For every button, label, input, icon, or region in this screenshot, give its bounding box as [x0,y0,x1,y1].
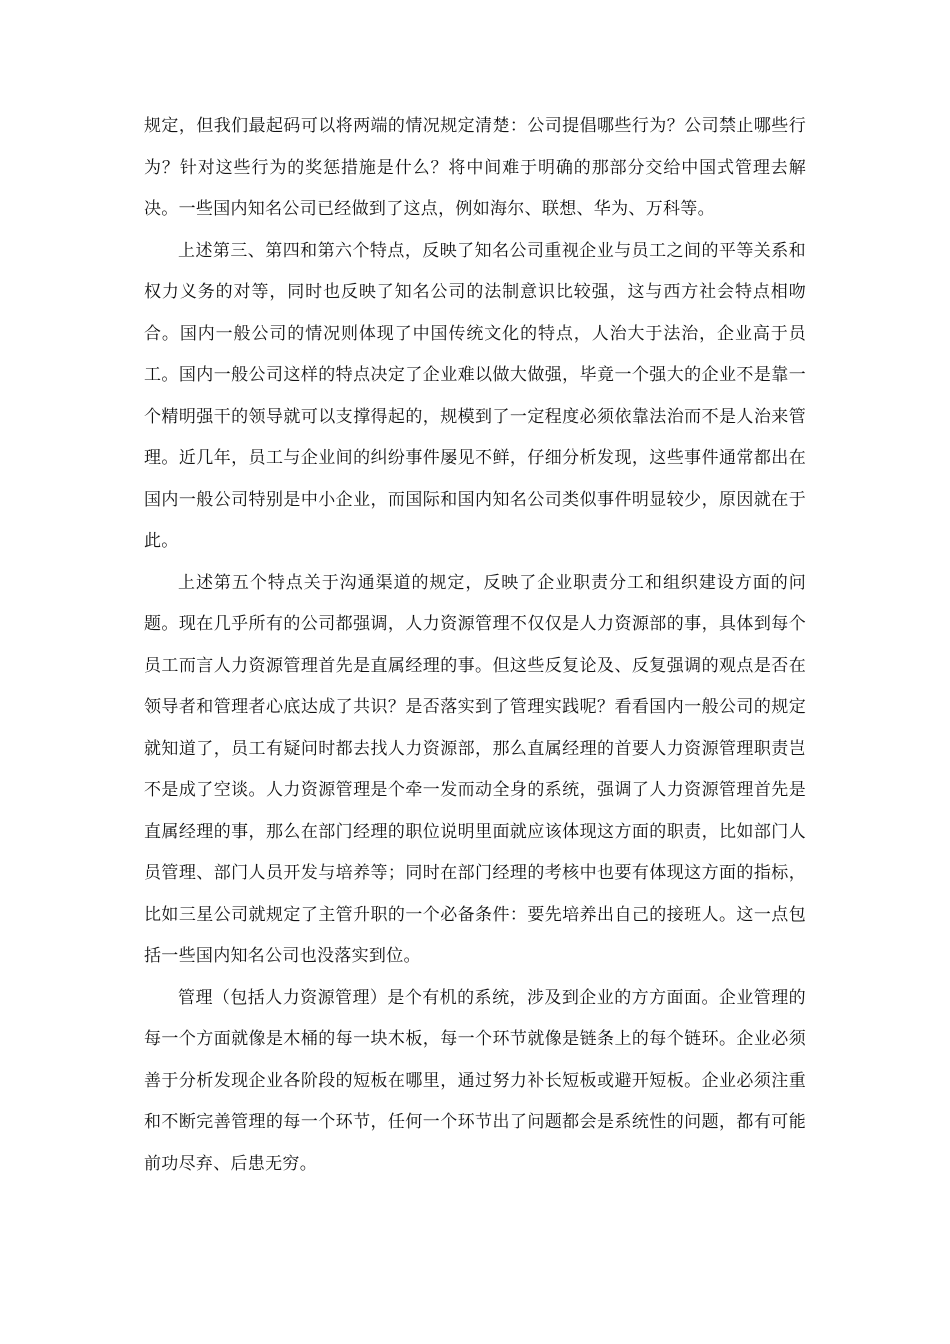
paragraph-1: 规定，但我们最起码可以将两端的情况规定清楚：公司提倡哪些行为？公司禁止哪些行为？针对这些行为的奖惩措施是什么？将中间难于明确的那部分交给中国式管理去解决。一些国内知名公司已经做到了这点，例如海尔、联想、华为、万科等。 [144,116,806,219]
paragraph-2: 上述第三、第四和第六个特点，反映了知名公司重视企业与员工之间的平等关系和权力义务的对等，同时也反映了知名公司的法制意识比较强，这与西方社会特点相吻合。国内一般公司的情况则体现了中国传统文化的特点，人治大于法治，企业高于员工。国内一般公司这样的特点决定了企业难以做大做强，毕竟一个强大的企业不是靠一个精明强干的领导就可以支撑得起的，规模到了一定程度必须依靠法治而不是人治来管理。近几年，员工与企业间的纠纷事件屡见不鲜，仔细分析发现，这些事件通常都出在国内一般公司特别是中小企业，而国际和国内知名公司类似事件明显较少，原因就在于此。 [144,240,806,551]
document-body [144,106,806,1185]
paragraph-4: 管理（包括人力资源管理）是个有机的系统，涉及到企业的方方面面。企业管理的每一个方面就像是木桶的每一块木板，每一个环节就像是链条上的每个链环。企业必须善于分析发现企业各阶段的短板在哪里，通过努力补长短板或避开短板。企业必须注重和不断完善管理的每一个环节，任何一个环节出了问题都会是系统性的问题，都有可能前功尽弃、后患无穷。 [144,987,806,1174]
paragraph-3: 上述第五个特点关于沟通渠道的规定，反映了企业职责分工和组织建设方面的问题。现在几乎所有的公司都强调，人力资源管理不仅仅是人力资源部的事，具体到每个员工而言人力资源管理首先是直属经理的事。但这些反复论及、反复强调的观点是否在领导者和管理者心底达成了共识？是否落实到了管理实践呢？看看国内一般公司的规定就知道了，员工有疑问时都去找人力资源部，那么直属经理的首要人力资源管理职责岂不是成了空谈。人力资源管理是个牵一发而动全身的系统，强调了人力资源管理首先是直属经理的事，那么在部门经理的职位说明里面就应该体现这方面的职责，比如部门人员管理、部门人员开发与培养等；同时在部门经理的考核中也要有体现这方面的指标，比如三星公司就规定了主管升职的一个必备条件：要先培养出自己的接班人。这一点包括一些国内知名公司也没落实到位。 [144,572,806,966]
